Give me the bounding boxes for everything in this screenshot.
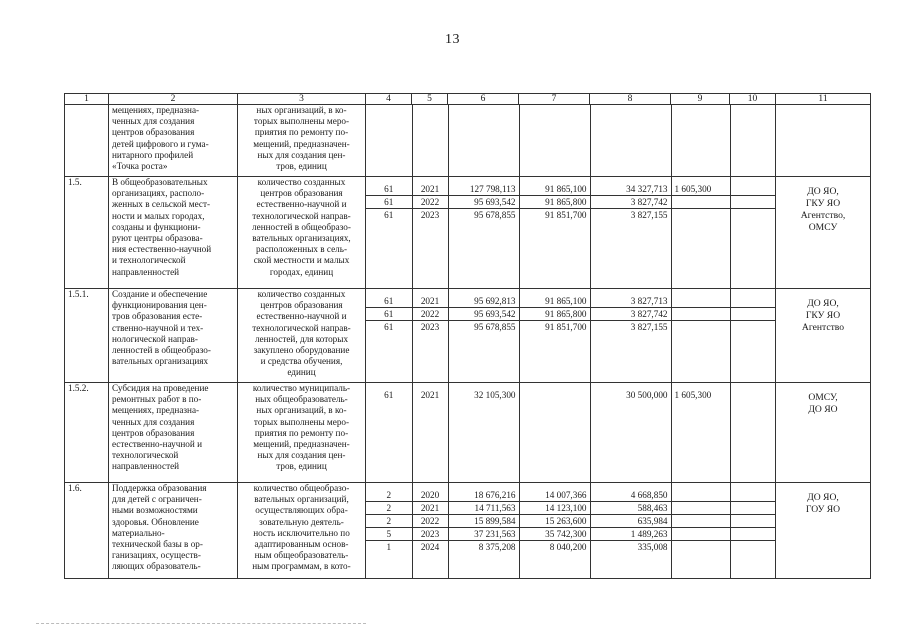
table-row — [65, 289, 871, 383]
column-divider — [590, 177, 591, 288]
value-cell-c7: 35 742,300 — [519, 528, 590, 541]
value-cell-c5: 2021 — [412, 295, 448, 308]
value-cell-c4: 61 — [366, 295, 412, 308]
value-cell-c5: 2020 — [412, 489, 448, 502]
value-cell-c4: 61 — [384, 322, 394, 332]
value-cell-c6: 18 676,216 — [448, 489, 519, 502]
value-cell-c5: 2022 — [412, 515, 448, 528]
value-cell-c10 — [730, 489, 776, 502]
responsible-executor: ДО ЯО, ГКУ ЯО Агентство, ОМСУ — [776, 177, 871, 289]
column-divider — [412, 105, 413, 176]
value-cell-c8: 4 668,850 — [590, 489, 671, 502]
value-cell-c10 — [730, 308, 776, 321]
value-cell-c5: 2024 — [412, 541, 448, 554]
value-cell-c9 — [671, 209, 730, 222]
value-cell-c8: 34 327,713 — [590, 183, 671, 196]
column-divider — [448, 105, 449, 176]
header-cell: 1 — [65, 94, 109, 105]
value-cell-c9: 1 605,300 — [671, 389, 730, 401]
value-cell-c7: 91 851,700 — [519, 209, 590, 222]
header-cell: 4 — [366, 94, 412, 105]
value-row — [366, 321, 776, 334]
value-cell-c6: 127 798,113 — [448, 183, 519, 196]
value-cell-c6: 95 693,542 — [448, 196, 519, 209]
value-cell-c9: 1 605,300 — [671, 183, 730, 196]
value-cell-c7: 91 865,800 — [519, 308, 590, 321]
column-divider — [730, 177, 731, 288]
header-cell: 9 — [671, 94, 730, 105]
row-description: В общеобразовательных организациях, располо- женных в сельской мест- ности и малых городах, созданы и функциони- руют центры образова- ния естественно-научной и технологической направленностей — [109, 177, 238, 289]
value-cell-c8: 3 827,713 — [590, 295, 671, 308]
value-cell-c9 — [671, 196, 730, 209]
row-number — [65, 105, 109, 177]
value-cell-c5: 2023 — [412, 528, 448, 541]
value-cell-c6: 95 693,542 — [448, 308, 519, 321]
value-cell-c7: 14 123,100 — [519, 502, 590, 515]
value-cell-c8: 635,984 — [590, 515, 671, 528]
value-cell-c7: 91 865,100 — [519, 295, 590, 308]
value-cell-c4: 2 — [366, 502, 412, 515]
value-cell-c8: 588,463 — [590, 502, 671, 515]
column-divider — [671, 483, 672, 578]
value-cell-c9 — [671, 295, 730, 308]
page-number: 13 — [445, 32, 460, 47]
value-row — [366, 308, 776, 321]
value-cell-c4: 5 — [366, 528, 412, 541]
values-block — [366, 105, 776, 177]
value-cell-c9 — [671, 489, 730, 502]
column-divider — [412, 483, 413, 578]
value-row — [366, 489, 776, 502]
value-cell-c8: 335,008 — [590, 541, 671, 554]
value-cell-c8: 3 827,742 — [590, 196, 671, 209]
value-cell-c9 — [671, 528, 730, 541]
value-cell-c7: 14 007,366 — [519, 489, 590, 502]
row-number: 1.5. — [65, 177, 109, 289]
value-cell-c7: 8 040,200 — [519, 541, 590, 554]
column-divider — [412, 177, 413, 288]
header-cell: 11 — [776, 94, 871, 105]
column-divider — [590, 105, 591, 176]
responsible-executor: ДО ЯО, ГКУ ЯО Агентство — [776, 289, 871, 383]
value-cell-c10 — [730, 502, 776, 515]
header-cell: 6 — [448, 94, 519, 105]
row-description: Создание и обеспечение функционирования цен- тров образования есте- ственно-научной и тех- нологической направ- ленностей в общеобразо- вательных организациях — [109, 289, 238, 383]
value-cell-c9 — [671, 541, 730, 554]
column-divider — [519, 289, 520, 382]
value-cell-c7 — [519, 389, 590, 401]
header-cell: 5 — [412, 94, 448, 105]
header-cell: 8 — [590, 94, 671, 105]
row-number: 1.5.2. — [65, 383, 109, 483]
value-cell-c4: 61 — [366, 196, 412, 209]
value-cell-c10 — [730, 528, 776, 541]
column-divider — [448, 289, 449, 382]
header-cell: 7 — [519, 94, 590, 105]
column-divider — [671, 177, 672, 288]
values-block — [366, 483, 776, 579]
value-cell-c10 — [730, 196, 776, 209]
column-divider — [412, 289, 413, 382]
values-block — [366, 383, 776, 483]
row-indicator: количество муниципаль- ных общеобразователь- ных организаций, в ко- торых выполнены меро- приятия по ремонту по- мещений, предназначен- ных для создания цен- тров, единиц — [238, 383, 366, 483]
column-divider — [448, 177, 449, 288]
row-indicator: количество общеобразо- вательных организаций, осуществляющих обра- зовательную деятель- ность исключительно по адаптированным основ- ным общеобразователь- ным программам, в кото- — [238, 483, 366, 579]
column-divider — [671, 289, 672, 382]
column-divider — [671, 105, 672, 176]
values-block — [366, 177, 776, 289]
value-cell-c9 — [671, 308, 730, 321]
row-description: мещениях, предназна- ченных для создания центров образования детей цифрового и гума- нитарного профилей «Точка роста» — [109, 105, 238, 177]
row-indicator: количество созданных центров образования естественно-научной и технологической направ- ленностей в общеобразо- вательных организациях, расположенных в сель- ской местности и малых городах, единиц — [238, 177, 366, 289]
value-cell-c4: 61 — [384, 390, 394, 400]
value-cell-c7: 15 263,600 — [519, 515, 590, 528]
header-cell: 3 — [238, 94, 366, 105]
column-divider — [730, 105, 731, 176]
value-cell-c10 — [730, 541, 776, 554]
value-cell-c5: 2021 — [412, 389, 448, 401]
value-row — [366, 389, 776, 401]
table-row — [65, 483, 871, 579]
column-divider — [519, 177, 520, 288]
value-cell-c4: 2 — [366, 489, 412, 502]
value-cell-c7: 91 865,800 — [519, 196, 590, 209]
value-cell-c5: 2022 — [412, 196, 448, 209]
value-cell-c6: 8 375,208 — [448, 541, 519, 554]
value-cell-c6: 95 678,855 — [448, 321, 519, 334]
value-row — [366, 209, 776, 222]
column-divider — [730, 383, 731, 482]
value-cell-c9 — [671, 502, 730, 515]
value-cell-c8: 3 827,155 — [590, 209, 671, 222]
column-divider — [412, 383, 413, 482]
value-cell-c10 — [730, 209, 776, 222]
column-divider — [590, 289, 591, 382]
value-cell-c10 — [730, 183, 776, 196]
value-cell-c6: 95 692,813 — [448, 295, 519, 308]
value-cell-c5: 2021 — [412, 183, 448, 196]
values-block — [366, 289, 776, 383]
table-row — [65, 383, 871, 483]
value-row — [366, 502, 776, 515]
column-divider — [590, 383, 591, 482]
value-cell-c10 — [730, 389, 776, 401]
value-cell-c10 — [730, 321, 776, 334]
column-divider — [519, 105, 520, 176]
value-cell-c9 — [671, 321, 730, 334]
value-cell-c6: 32 105,300 — [448, 389, 519, 401]
column-divider — [519, 383, 520, 482]
responsible-executor: ОМСУ, ДО ЯО — [776, 383, 871, 483]
column-divider — [448, 383, 449, 482]
value-cell-c5: 2021 — [412, 502, 448, 515]
value-cell-c4: 1 — [386, 542, 392, 552]
value-cell-c4: 61 — [366, 183, 412, 196]
value-cell-c9 — [671, 515, 730, 528]
value-cell-c8: 3 827,742 — [590, 308, 671, 321]
row-indicator: количество созданных центров образования естественно-научной и технологической направ- ленностей, для которых закуплено оборудование и средства обучения, единиц — [238, 289, 366, 383]
value-cell-c6: 37 231,563 — [448, 528, 519, 541]
value-cell-c4: 61 — [384, 210, 394, 220]
header-cell: 10 — [730, 94, 776, 105]
header-row — [65, 94, 871, 105]
value-cell-c10 — [730, 295, 776, 308]
program-table — [64, 93, 871, 579]
value-cell-c6: 15 899,584 — [448, 515, 519, 528]
value-cell-c7: 91 851,700 — [519, 321, 590, 334]
column-divider — [590, 483, 591, 578]
value-cell-c8: 1 489,263 — [590, 528, 671, 541]
column-divider — [671, 383, 672, 482]
responsible-executor: ДО ЯО, ГОУ ЯО — [776, 483, 871, 579]
table-row — [65, 105, 871, 177]
value-cell-c4: 61 — [366, 308, 412, 321]
column-divider — [730, 289, 731, 382]
value-cell-c5: 2022 — [412, 308, 448, 321]
value-cell-c10 — [730, 515, 776, 528]
value-cell-c7: 91 865,100 — [519, 183, 590, 196]
row-indicator: ных организаций, в ко- торых выполнены меро- приятия по ремонту по- мещений, предназначен- ных для создания цен- тров, единиц — [238, 105, 366, 177]
table-row — [65, 177, 871, 289]
scan-artifact-line — [36, 623, 366, 624]
header-cell: 2 — [109, 94, 238, 105]
value-row — [366, 183, 776, 196]
value-cell-c8: 30 500,000 — [590, 389, 671, 401]
column-divider — [730, 483, 731, 578]
row-description: Поддержка образования для детей с ограничен- ными возможностями здоровья. Обновление материально- технической базы в ор- ганизациях, осуществ- ляющих образователь- — [109, 483, 238, 579]
value-cell-c6: 95 678,855 — [448, 209, 519, 222]
value-cell-c8: 3 827,155 — [590, 321, 671, 334]
column-divider — [519, 483, 520, 578]
value-row — [366, 541, 776, 554]
value-cell-c5: 2023 — [412, 321, 448, 334]
value-cell-c6: 14 711,563 — [448, 502, 519, 515]
row-number: 1.5.1. — [65, 289, 109, 383]
value-row — [366, 515, 776, 528]
value-row — [366, 196, 776, 209]
responsible-executor — [776, 105, 871, 177]
value-cell-c4: 2 — [366, 515, 412, 528]
row-description: Субсидия на проведение ремонтных работ в по- мещениях, предназна- ченных для создания центров образования естественно-научной и технологической направленностей — [109, 383, 238, 483]
row-number: 1.6. — [65, 483, 109, 579]
value-cell-c5: 2023 — [412, 209, 448, 222]
value-row — [366, 528, 776, 541]
value-row — [366, 295, 776, 308]
column-divider — [448, 483, 449, 578]
